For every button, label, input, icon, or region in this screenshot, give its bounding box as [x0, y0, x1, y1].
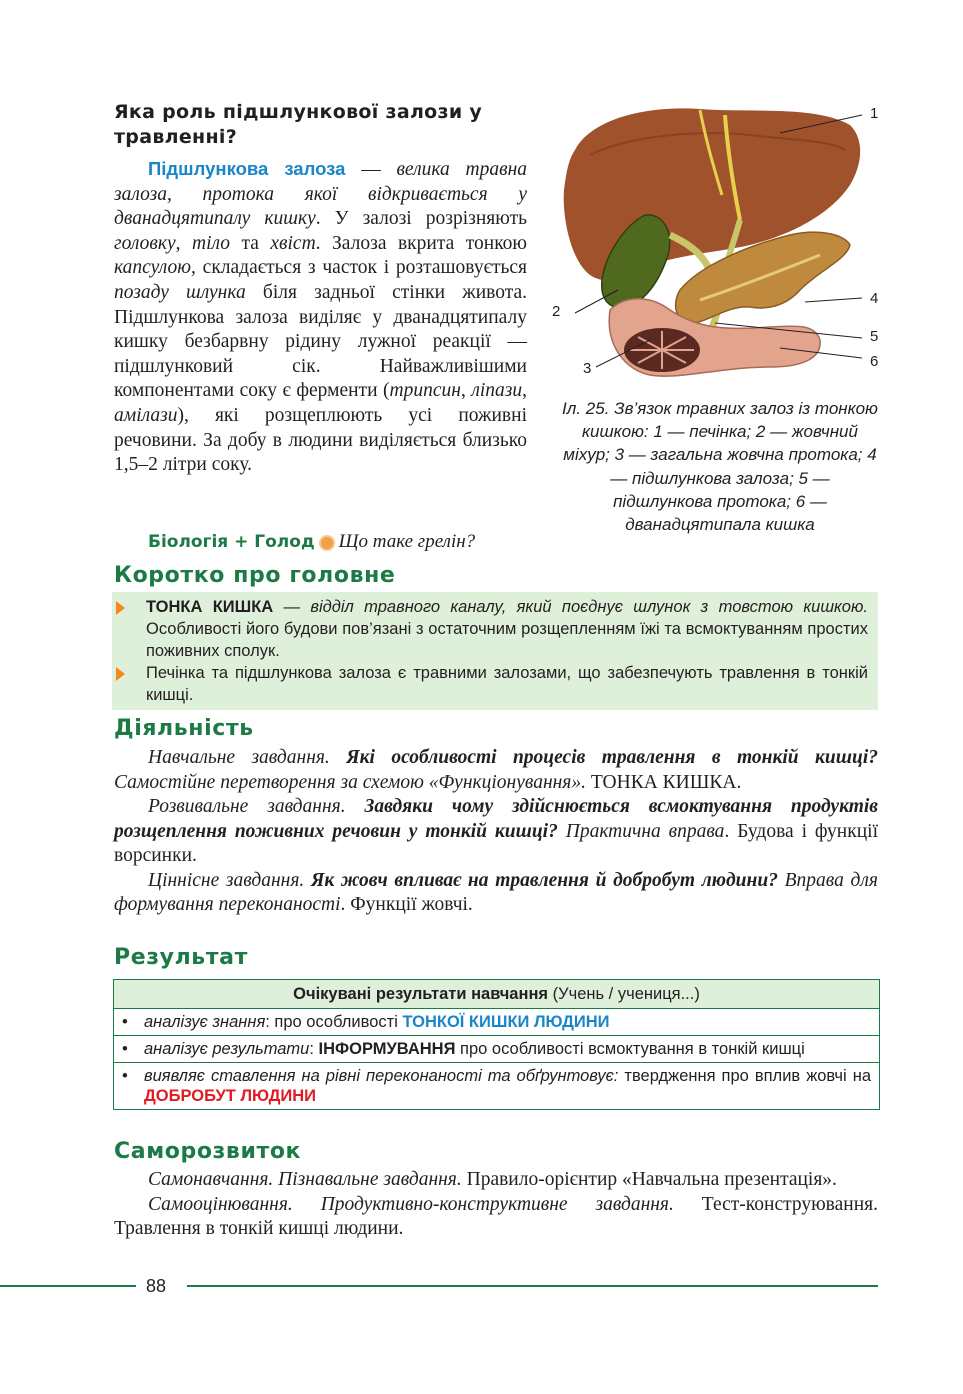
term: хвіст: [270, 232, 316, 254]
text: . Будова і функції ворсинки.: [114, 820, 878, 866]
bullet-arrow-icon: [116, 601, 125, 615]
results-table: [113, 979, 880, 1110]
biology-link-label: Біологія + Голод: [148, 532, 315, 552]
text: . Функції жовчі.: [340, 894, 473, 915]
label-1: 1: [870, 105, 879, 122]
text: Очікувані результати навчання: [293, 985, 549, 1003]
text: ,: [175, 232, 192, 254]
text: Самонавчання. Пізнавальне завдання.: [148, 1169, 462, 1190]
text: ІНФОРМУВАННЯ: [318, 1040, 456, 1058]
summary-title: Коротко про головне: [114, 563, 396, 588]
text: Правило-орієнтир «Навчальна презентація».: [461, 1169, 837, 1190]
label-5: 5: [870, 328, 879, 345]
text: Тест-конструювання. Травлення в тонкій кишці людини.: [114, 1193, 878, 1239]
text: . У залозі розрізняють: [315, 208, 527, 230]
text: Навчальне завдання.: [148, 747, 347, 768]
dash: —: [273, 598, 311, 616]
term: тіло: [191, 232, 230, 254]
self-p1: [114, 1168, 878, 1193]
activity-p3: [114, 869, 878, 918]
definition: відділ травного каналу, який поєднує шлунок з товстою кишкою.: [310, 598, 868, 616]
intro-paragraph: [114, 157, 527, 478]
text: твердження про вплив жовчі на: [618, 1067, 872, 1085]
text: Які особливості процесів травлення в тонкій кишці?: [346, 747, 878, 768]
text: та: [229, 232, 271, 254]
biology-link: [148, 530, 528, 554]
term: трипсин: [389, 380, 461, 402]
summary-box: [112, 592, 878, 710]
highlight: ТОНКОЇ КИШКИ ЛЮДИНИ: [402, 1013, 610, 1031]
figure-caption: Іл. 25. Зв’язок травних залоз із тонкою кишкою: 1 — печінка; 2 — жовчний міхур; 3 — загальна жовчна протока; 4 — підшлункова залоза; 5 — підшлункова протока; 6 — дванадцятипала кишка: [562, 399, 878, 535]
results-row-3: [114, 1062, 879, 1109]
definition: велика травна залоза, протока якої відкривається у дванадцятипалу кишку: [114, 159, 527, 230]
text: Особливості його будови пов’язані з остаточним розщепленням їжі та всмоктуванням простих поживних сполук.: [146, 620, 868, 660]
text: біля задньої стінки живота. Підшлункова залоза виділяє у дванадцятипалу кишку безбарвну рідину лужної реакції — підшлунковий сік. Найважливішими компонентами соку є ферменти (: [114, 281, 527, 402]
term: ТОНКА КИШКА: [146, 598, 274, 616]
biology-link-question: Що таке грелін?: [338, 531, 476, 552]
self-title: Саморозвиток: [114, 1139, 302, 1164]
activity-p2: [114, 795, 878, 869]
dash: —: [345, 159, 397, 180]
bullet-arrow-icon: [116, 667, 125, 681]
text: : про особливості: [265, 1013, 403, 1031]
text: Вправа для формування переконаності: [114, 869, 878, 915]
text: Завдяки чому здійснюється всмоктування продуктів розщеплення поживних речовин у тонкій кишці?: [114, 796, 878, 842]
term: капсулою: [114, 257, 192, 279]
bullet: •: [122, 1040, 128, 1058]
label-2: 2: [552, 303, 561, 320]
text: ТОНКА КИШКА.: [586, 771, 742, 793]
activity-title: Діяльність: [114, 716, 254, 741]
text: виявляє ставлення на рівні переконаності та обґрунтовує:: [144, 1067, 619, 1085]
results-title: Результат: [114, 945, 248, 970]
flower-icon: [319, 535, 335, 551]
term: головку: [114, 232, 176, 254]
section-question: Яка роль підшлункової залози у травленні?: [114, 101, 483, 148]
results-table-header: [114, 980, 879, 1008]
highlight: ДОБРОБУТ ЛЮДИНИ: [144, 1087, 317, 1105]
summary-item-1: [146, 596, 868, 662]
text: аналізує результати: [144, 1040, 310, 1058]
page-number: 88: [146, 1276, 167, 1296]
text: ,: [522, 380, 528, 402]
results-row-1: [114, 1008, 879, 1035]
text: . Залоза вкрита тонкою: [315, 232, 527, 254]
activity-text: [114, 746, 878, 918]
text: Самооцінювання. Продуктивно-конструктивне завдання.: [148, 1193, 674, 1215]
text: ), які розщеплюють усі поживні речовини. За добу в людини виділяється близько 1,5–2 літри соку.: [114, 404, 527, 476]
footer-line-left: [0, 1285, 136, 1287]
bullet: •: [122, 1067, 128, 1085]
term: позаду шлунка: [114, 281, 246, 303]
self-p2: [114, 1193, 878, 1242]
digestive-glands-illustration: [550, 95, 890, 390]
text: Розвивальне завдання.: [148, 796, 365, 817]
term-pancreas: Підшлункова залоза: [148, 158, 346, 179]
text: , складається з часток і розташовується: [191, 257, 527, 279]
text: Самостійне перетворення за схемою «Функціонування».: [114, 771, 586, 793]
activity-p1: [114, 746, 878, 795]
footer-line-right: [187, 1285, 878, 1287]
term: амілази: [114, 404, 178, 426]
text: Ціннісне завдання.: [148, 869, 311, 891]
text: Практична вправа: [557, 820, 725, 842]
results-row-2: [114, 1035, 879, 1062]
self-text: [114, 1168, 878, 1242]
text: аналізує знання: [144, 1013, 266, 1031]
summary-item-2: Печінка та підшлункова залоза є травними залозами, що забезпечують травлення в тонкій кишці.: [146, 664, 868, 704]
text: Як жовч впливає на травлення й добробут людини?: [310, 869, 778, 891]
bullet: •: [122, 1013, 128, 1031]
label-3: 3: [583, 360, 592, 377]
term: ліпази: [471, 380, 523, 402]
label-4: 4: [870, 290, 879, 307]
label-6: 6: [870, 353, 879, 370]
text: про особливості всмоктування в тонкій кишці: [455, 1040, 805, 1058]
text: :: [309, 1040, 319, 1058]
text: ,: [460, 380, 472, 402]
text: (Учень / учениця...): [548, 985, 700, 1003]
